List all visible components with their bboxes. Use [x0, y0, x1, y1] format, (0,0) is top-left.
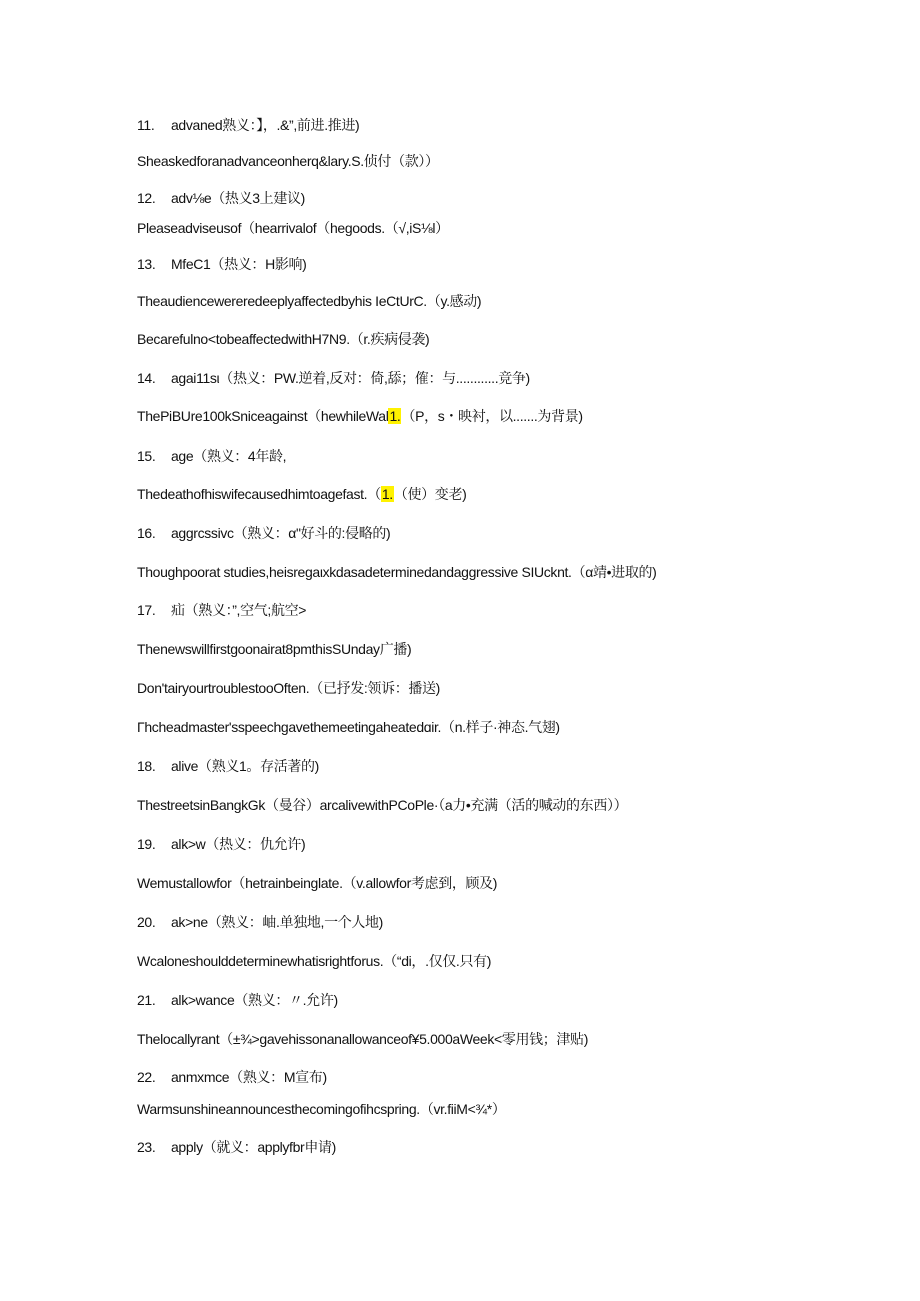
entry-number: 11.	[137, 117, 155, 133]
entry-13-headword	[137, 254, 306, 274]
entry-17-example-3: Γhcheadmaster'sspeechgavethemeetingaheatedɑir.（n.样子·神态.气翅)	[137, 719, 560, 735]
entry-15-example	[137, 484, 466, 504]
example-text-tail: （使）变老)	[393, 486, 467, 502]
headword-text: aggrcssivc（熟义：α"好斗的:侵略的)	[171, 525, 391, 541]
entry-15-headword	[137, 446, 286, 466]
entry-21-headword	[137, 990, 338, 1010]
entry-number: 13.	[137, 256, 156, 272]
entry-21-example: Thelocallyrant（±¾>gavehissonanallowanceof¥5.000aWeek<零用钱；津贴)	[137, 1031, 589, 1047]
entry-17-example-2: Don'tairyourtroublestooOften.（已抒发:领诉：播送)	[137, 680, 440, 696]
highlighted-text: 1.	[389, 408, 401, 424]
example-text-tail: （P，s・映衬，以.......为背景)	[401, 408, 583, 424]
entry-22-example: Warmsunshineannouncesthecomingofihcspring.（vr.fiiM<¾*）	[137, 1101, 506, 1117]
entry-number: 14.	[137, 370, 156, 386]
headword-text: alive（熟义1。存活著的)	[171, 758, 319, 774]
entry-18-headword	[137, 756, 319, 776]
entry-11-example: Sheaskedforanadvanceonherq&lary.S.侦付（款））	[137, 153, 439, 169]
headword-text: 疝（熟义：”,空气;航空>	[171, 602, 307, 618]
headword-text: anmxmce（熟义：M宣布)	[171, 1069, 327, 1085]
entry-17-headword	[137, 600, 306, 620]
entry-12-example: Pleaseadviseusof（hearrivalof（hegoods.（√,iS⅛l）	[137, 220, 449, 236]
example-text: ThePiBUre100kSniceagainst（hewhileWal	[137, 408, 389, 424]
entry-19-headword	[137, 834, 305, 854]
headword-text: alk>w（热义：仇允许)	[171, 836, 306, 852]
headword-text: advaned熟义：】，.&”,前进.推进)	[171, 117, 360, 133]
entry-22-headword	[137, 1067, 327, 1087]
highlighted-text: 1.	[381, 486, 393, 502]
headword-text: adv⅛e（热义3上建议)	[171, 190, 305, 206]
example-text: Thedeathofhiswifecausedhimtoagefast.（	[137, 486, 381, 502]
headword-text: alk>wance（熟义：〃.允许)	[171, 992, 338, 1008]
headword-text: MfeC1（热义：H影响)	[171, 256, 307, 272]
entry-number: 22.	[137, 1069, 156, 1085]
entry-23-headword	[137, 1137, 336, 1157]
entry-13-example: Theaudiencewereredeeplyaffectedbyhis IeCtUrC.（y.感动)	[137, 293, 482, 309]
entry-17-example: Thenewswillfirstgoonairat8pmthisSUnday广播)	[137, 641, 412, 657]
entry-19-example: Wemustallowfor（hetrainbeinglate.（v.allowfor考虑到，顾及)	[137, 875, 498, 891]
entry-20-headword	[137, 912, 383, 932]
headword-text: age（熟义：4年龄,	[171, 448, 287, 464]
entry-18-example: ThestreetsinBangkGk（曼谷）arcalivewithPCoPle·（a力•充满（活的喊动的东西））	[137, 797, 628, 813]
entry-number: 20.	[137, 914, 156, 930]
entry-number: 19.	[137, 836, 156, 852]
entry-number: 23.	[137, 1139, 156, 1155]
entry-16-example: Thoughpoorat studies,heisregaιxkdasadeterminedandaggressive SIUcknt.（α靖•进取的)	[137, 564, 657, 580]
entry-14-headword	[137, 368, 530, 388]
entry-number: 15.	[137, 448, 156, 464]
entry-number: 21.	[137, 992, 156, 1008]
entry-14-example	[137, 406, 583, 426]
entry-16-headword	[137, 523, 390, 543]
entry-11-headword	[137, 115, 359, 135]
entry-number: 16.	[137, 525, 156, 541]
entry-number: 12.	[137, 190, 156, 206]
entry-13-example-2: Becarefulno<tobeaffectedwithH7N9.（r.疾病侵袭)	[137, 331, 430, 347]
entry-12-headword	[137, 188, 305, 208]
entry-number: 18.	[137, 758, 156, 774]
headword-text: apply（就义：applyfbr申请)	[171, 1139, 336, 1155]
headword-text: agai11sι（热义：PW.逆着,反对：倚,舔；傕：与............竞争)	[171, 370, 530, 386]
entry-number: 17.	[137, 602, 156, 618]
headword-text: ak>ne（熟义：岫.单独地,一个人地)	[171, 914, 383, 930]
entry-20-example: Wcaloneshoulddeterminewhatisrightforus.（“di，.仅仅.只有)	[137, 953, 492, 969]
